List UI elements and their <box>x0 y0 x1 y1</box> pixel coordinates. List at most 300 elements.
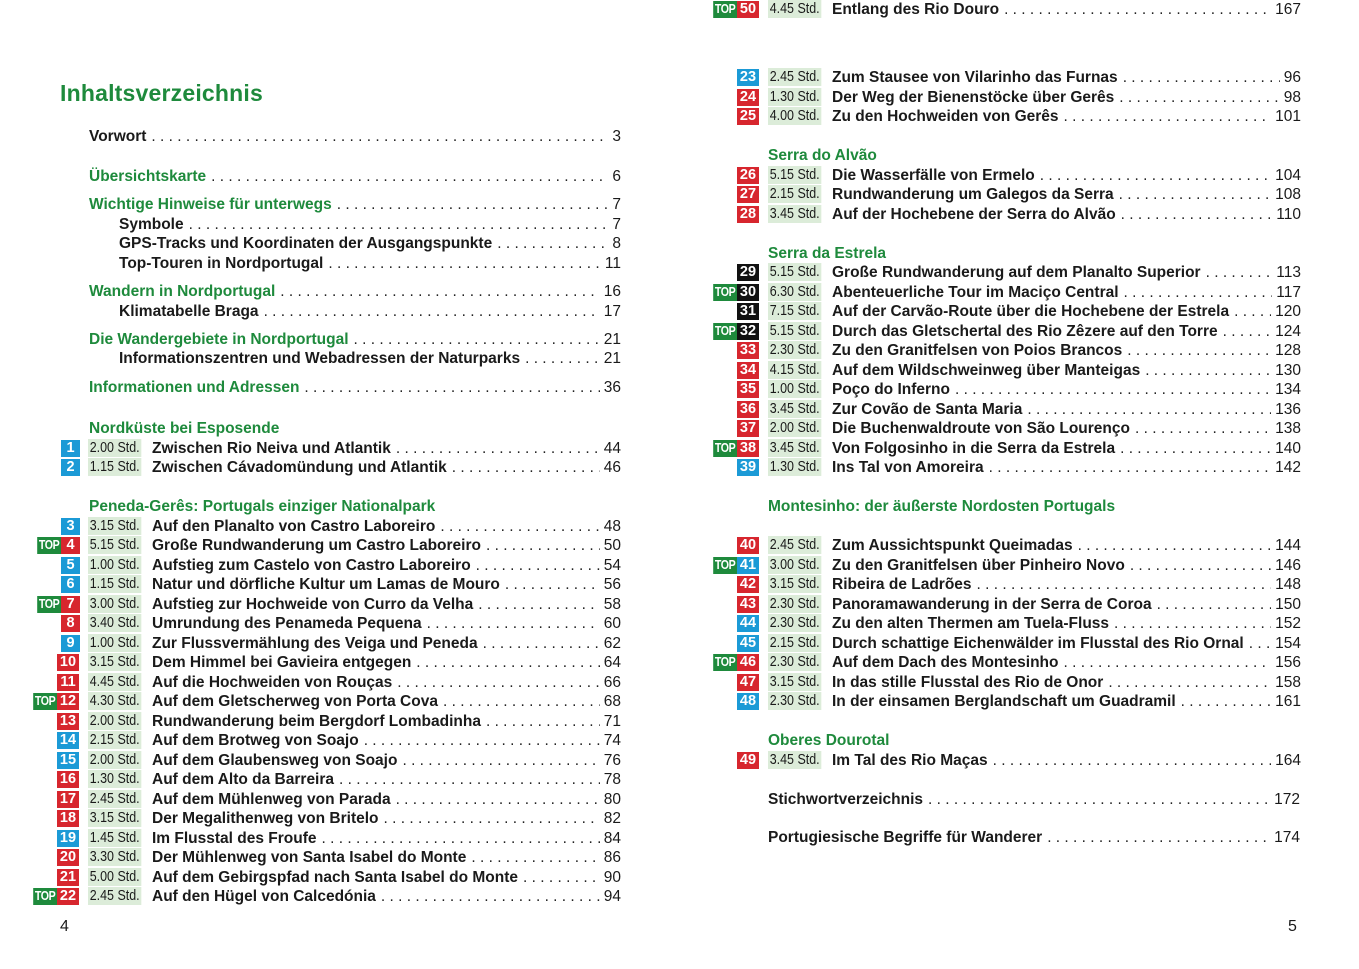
page-number: 64 <box>603 654 621 671</box>
page-number: 140 <box>1275 440 1301 457</box>
tour-title-line <box>832 322 1301 341</box>
tour-title-line <box>832 439 1301 458</box>
tour-number-badge: 20 <box>57 849 79 866</box>
tour-row-35[interactable] <box>0 380 1359 399</box>
tour-title-line <box>832 263 1301 282</box>
page-number: 66 <box>603 674 621 691</box>
page-number: 71 <box>603 713 621 730</box>
tour-title: Panoramawanderung in der Serra de Coroa <box>832 596 1152 613</box>
tour-row-41[interactable] <box>0 556 1359 575</box>
leader-dots <box>1078 536 1272 555</box>
leader-dots <box>1040 166 1271 185</box>
page-number: 8 <box>612 235 621 252</box>
tour-title: Durch schattige Eichenwälder im Flusstal des Rio Ornal <box>832 635 1244 652</box>
toc-entry-label: Wandern in Nordportugal <box>89 283 276 300</box>
tour-title-line <box>832 653 1301 672</box>
page-number: 152 <box>1275 615 1301 632</box>
tour-title: Durch das Gletschertal des Rio Zêzere auf den Torre <box>832 323 1218 340</box>
page-number: 56 <box>603 576 621 593</box>
tour-number-badge: 1 <box>61 440 80 457</box>
page-number: 16 <box>603 283 621 300</box>
tour-row-25[interactable] <box>0 107 1359 126</box>
tour-duration: 1.00 Std. <box>89 557 140 573</box>
tour-number-badge: 11 <box>57 674 79 691</box>
tour-number-badge: 32 <box>737 323 759 340</box>
tour-row-13[interactable] <box>0 712 1359 731</box>
tour-duration: 3.45 Std. <box>769 752 820 768</box>
leader-dots <box>1108 673 1271 692</box>
page-number: 74 <box>603 732 621 749</box>
top-tour-badge: TOP <box>714 441 736 455</box>
tour-number-badge: 41 <box>737 557 759 574</box>
tour-row-36[interactable] <box>0 400 1359 419</box>
tour-duration: 5.15 Std. <box>769 264 820 280</box>
tour-duration: 2.00 Std. <box>769 420 820 436</box>
leader-dots <box>1223 322 1272 341</box>
page-number: 167 <box>1275 1 1301 18</box>
page-number: 150 <box>1275 596 1301 613</box>
toc-entry-label: Die Wandergebiete in Nordportugal <box>89 331 349 348</box>
section-heading-nordkueste: Nordküste bei Esposende <box>89 420 280 437</box>
page-number: 148 <box>1275 576 1301 593</box>
tour-duration: 1.15 Std. <box>89 459 140 475</box>
leader-dots <box>1064 653 1272 672</box>
page-number: 7 <box>612 196 621 213</box>
tour-row-45[interactable] <box>0 634 1359 653</box>
tour-row-49[interactable] <box>0 751 1359 770</box>
tour-number-badge: 39 <box>737 459 759 476</box>
top-tour-badge: TOP <box>34 694 56 708</box>
tour-title-line <box>832 634 1301 653</box>
tour-row-27[interactable] <box>0 185 1359 204</box>
page-number: 156 <box>1275 654 1301 671</box>
top-tour-badge: TOP <box>714 558 736 572</box>
tour-row-39[interactable] <box>0 458 1359 477</box>
tour-title-line <box>832 458 1301 477</box>
tour-title: Zu den Granitfelsen über Pinheiro Novo <box>832 557 1125 574</box>
leader-dots <box>1027 400 1271 419</box>
page-number: 154 <box>1275 635 1301 652</box>
tour-title: Auf dem Brotweg von Soajo <box>152 732 359 749</box>
tour-row-29[interactable] <box>0 263 1359 282</box>
tour-title: Aufstieg zum Castelo von Castro Laboreiro <box>152 557 471 574</box>
tour-duration: 3.45 Std. <box>769 206 820 222</box>
leader-dots <box>384 809 600 828</box>
tour-title: Auf den Hügel von Calcedónia <box>152 888 376 905</box>
page-number: 82 <box>603 810 621 827</box>
tour-row-48[interactable] <box>0 692 1359 711</box>
tour-duration: 1.00 Std. <box>769 381 820 397</box>
tour-number-badge: 27 <box>737 186 759 203</box>
tour-row-21[interactable] <box>0 868 1359 887</box>
page-number: 138 <box>1275 420 1301 437</box>
leader-dots <box>1249 634 1271 653</box>
tour-duration: 3.45 Std. <box>769 401 820 417</box>
tour-title: Aufstieg zur Hochweide von Curro da Velha <box>152 596 474 613</box>
tour-title: Auf dem Dach des Montesinho <box>832 654 1059 671</box>
tour-row-28[interactable] <box>0 205 1359 224</box>
tour-row-24[interactable] <box>0 88 1359 107</box>
page-number: 161 <box>1275 693 1301 710</box>
page-number: 78 <box>603 771 621 788</box>
tour-title: Der Megalithenweg von Britelo <box>152 810 379 827</box>
tour-duration: 2.30 Std. <box>769 693 820 709</box>
tour-row-43[interactable] <box>0 595 1359 614</box>
page-number: 11 <box>604 255 621 272</box>
tour-title: Ribeira de Ladrões <box>832 576 972 593</box>
tour-row-44[interactable] <box>0 614 1359 633</box>
tour-number-badge: 28 <box>737 206 759 223</box>
tour-title: Von Folgosinho in die Serra da Estrela <box>832 440 1116 457</box>
page-number: 86 <box>603 849 621 866</box>
tour-title-line <box>832 536 1301 555</box>
tour-title-line <box>832 380 1301 399</box>
tour-title: Abenteuerliche Tour im Maciço Central <box>832 284 1119 301</box>
top-tour-badge: TOP <box>714 285 736 299</box>
tour-row-40[interactable] <box>0 536 1359 555</box>
tour-title: Die Wasserfälle von Ermelo <box>832 167 1035 184</box>
tour-title-line <box>832 419 1301 438</box>
tour-title-line <box>832 88 1301 107</box>
tour-title: Dem Himmel bei Gavieira entgegen <box>152 654 412 671</box>
tour-row-37[interactable] <box>0 419 1359 438</box>
leader-dots <box>1181 692 1271 711</box>
page-number: 84 <box>603 830 621 847</box>
leader-dots <box>1206 263 1273 282</box>
top-tour-badge: TOP <box>714 655 736 669</box>
leader-dots <box>1004 0 1271 19</box>
tour-title-line <box>832 751 1301 770</box>
tour-row-38[interactable] <box>0 439 1359 458</box>
toc-entry-label: Informationen und Adressen <box>89 379 300 396</box>
tour-row-34[interactable] <box>0 361 1359 380</box>
page-number: 110 <box>1276 206 1301 223</box>
tour-number-badge: 48 <box>737 693 759 710</box>
toc-entry-label: Portugiesische Begriffe für Wanderer <box>768 829 1043 846</box>
tour-title-line <box>832 0 1301 19</box>
tour-row-42[interactable] <box>0 575 1359 594</box>
tour-duration: 3.15 Std. <box>769 576 820 592</box>
tour-number-badge: 8 <box>61 615 80 632</box>
tour-duration: 3.15 Std. <box>89 810 140 826</box>
tour-duration: 2.00 Std. <box>89 440 140 456</box>
page-number: 146 <box>1275 557 1301 574</box>
tour-row-23[interactable] <box>0 68 1359 87</box>
tour-title-line <box>152 517 621 536</box>
tour-title-line <box>152 868 621 887</box>
tour-title: Auf den Planalto von Castro Laboreiro <box>152 518 436 535</box>
tour-row-22[interactable] <box>0 887 1359 906</box>
tour-number-badge: 23 <box>737 69 759 86</box>
leader-dots <box>989 458 1272 477</box>
section-heading-oberes-dourotal: Oberes Dourotal <box>768 732 890 749</box>
toc-entry-label: GPS-Tracks und Koordinaten der Ausgangspunkte <box>119 235 493 252</box>
leader-dots <box>523 868 600 887</box>
tour-number-badge: 38 <box>737 440 759 457</box>
tour-title: Zu den alten Thermen am Tuela-Fluss <box>832 615 1110 632</box>
tour-title: Zu den Granitfelsen von Poios Brancos <box>832 342 1123 359</box>
tour-duration: 3.00 Std. <box>89 596 140 612</box>
toc-entry-label: Klimatabelle Braga <box>119 303 259 320</box>
tour-number-badge: 50 <box>737 1 759 18</box>
tour-title-line <box>152 712 621 731</box>
page-number: 96 <box>1283 69 1301 86</box>
tour-number-badge: 45 <box>737 635 759 652</box>
tour-title-line <box>832 68 1301 87</box>
page-number: 62 <box>603 635 621 652</box>
top-tour-badge: TOP <box>714 324 736 338</box>
tour-duration: 2.30 Std. <box>769 615 820 631</box>
tour-number-badge: 34 <box>737 362 759 379</box>
page-number: 7 <box>612 216 621 233</box>
tour-row-26[interactable] <box>0 166 1359 185</box>
tour-title: Auf dem Gebirgspfad nach Santa Isabel do Monte <box>152 869 519 886</box>
tour-title: Zur Covão de Santa Maria <box>832 401 1023 418</box>
tour-duration: 3.15 Std. <box>89 654 140 670</box>
tour-title: Große Rundwanderung um Castro Laboreiro <box>152 537 481 554</box>
toc-entry-vorwort[interactable] <box>89 127 621 147</box>
tour-number-badge: 14 <box>57 732 79 749</box>
page-number: 58 <box>603 596 621 613</box>
tour-duration: 7.15 Std. <box>769 303 820 319</box>
tour-number-badge: 44 <box>737 615 759 632</box>
tour-title: Auf dem Wildschweinweg über Manteigas <box>832 362 1141 379</box>
tour-title: Große Rundwanderung auf dem Planalto Superior <box>832 264 1201 281</box>
tour-title-line <box>832 361 1301 380</box>
section-heading-serra-da-estrela: Serra da Estrela <box>768 245 887 262</box>
tour-title-line <box>832 205 1301 224</box>
tour-duration: 2.45 Std. <box>769 537 820 553</box>
tour-number-badge: 43 <box>737 596 759 613</box>
leader-dots <box>1135 419 1271 438</box>
tour-title: Der Weg der Bienenstöcke über Gerês <box>832 89 1115 106</box>
page-number: 142 <box>1275 459 1301 476</box>
tour-title: Zum Stausee von Vilarinho das Furnas <box>832 69 1118 86</box>
tour-duration: 5.15 Std. <box>769 167 820 183</box>
page-number: 90 <box>603 869 621 886</box>
tour-number-badge: 7 <box>61 596 80 613</box>
leader-dots <box>1124 283 1273 302</box>
tour-number-badge: 19 <box>57 830 79 847</box>
tour-duration: 2.45 Std. <box>89 791 140 807</box>
tour-row-32[interactable] <box>0 322 1359 341</box>
tour-row-18[interactable] <box>0 809 1359 828</box>
tour-number-badge: 5 <box>61 557 80 574</box>
leader-dots <box>1119 88 1279 107</box>
leader-dots <box>1064 107 1272 126</box>
leader-dots <box>1157 595 1272 614</box>
page-number: 3 <box>612 128 621 145</box>
tour-title-line <box>152 829 621 848</box>
tour-row-20[interactable] <box>0 848 1359 867</box>
tour-title-line <box>832 673 1301 692</box>
tour-number-badge: 12 <box>57 693 79 710</box>
tour-title: Poço do Inferno <box>832 381 950 398</box>
tour-title: Der Mühlenweg von Santa Isabel do Monte <box>152 849 467 866</box>
tour-title-line <box>832 692 1301 711</box>
tour-duration: 1.00 Std. <box>89 635 140 651</box>
tour-number-badge: 33 <box>737 342 759 359</box>
tour-title: Zum Aussichtspunkt Queimadas <box>832 537 1073 554</box>
tour-title-line <box>832 283 1301 302</box>
page-number: 6 <box>612 168 621 185</box>
top-tour-badge: TOP <box>38 538 60 552</box>
tour-duration: 1.30 Std. <box>769 89 820 105</box>
tour-row-46[interactable] <box>0 653 1359 672</box>
tour-duration: 2.15 Std. <box>769 635 820 651</box>
tour-row-3[interactable] <box>0 517 1359 536</box>
tour-row-14[interactable] <box>0 731 1359 750</box>
tour-row-50[interactable] <box>0 0 1359 19</box>
tour-duration: 1.45 Std. <box>89 830 140 846</box>
page-number: 98 <box>1283 89 1301 106</box>
tour-number-badge: 4 <box>61 537 80 554</box>
page-number: 48 <box>603 518 621 535</box>
tour-title: Auf dem Gletscherweg von Porta Cova <box>152 693 438 710</box>
tour-row-47[interactable] <box>0 673 1359 692</box>
leader-dots <box>1145 361 1271 380</box>
tour-number-badge: 15 <box>57 752 79 769</box>
leader-dots <box>471 848 599 867</box>
page-number-right: 5 <box>1288 918 1297 935</box>
tour-title: Auf dem Mühlenweg von Parada <box>152 791 391 808</box>
tour-duration: 3.15 Std. <box>89 518 140 534</box>
section-heading-montesinho: Montesinho: der äußerste Nordosten Portugals <box>768 498 1116 515</box>
tour-number-badge: 49 <box>737 752 759 769</box>
page-number: 94 <box>603 888 621 905</box>
tour-number-badge: 16 <box>57 771 79 788</box>
tour-number-badge: 29 <box>737 264 759 281</box>
toc-entry-label: Vorwort <box>89 128 147 145</box>
tour-title: Auf die Hochweiden von Rouças <box>152 674 393 691</box>
tour-duration: 3.15 Std. <box>769 674 820 690</box>
leader-dots <box>955 380 1271 399</box>
tour-title-line <box>152 790 621 809</box>
top-tour-badge: TOP <box>34 889 56 903</box>
tour-row-33[interactable] <box>0 341 1359 360</box>
toc-entry-gps-tracks[interactable] <box>119 234 621 254</box>
top-tour-badge: TOP <box>38 597 60 611</box>
tour-duration: 3.45 Std. <box>769 440 820 456</box>
section-heading-serra-do-alvao: Serra do Alvão <box>768 147 877 164</box>
page-number: 50 <box>603 537 621 554</box>
section-heading-peneda-geres: Peneda-Gerês: Portugals einziger Nationalpark <box>89 498 436 515</box>
tour-number-badge: 6 <box>61 576 80 593</box>
page-number: 36 <box>603 379 621 396</box>
tour-title-line <box>832 556 1301 575</box>
toc-entry-label: Top-Touren in Nordportugal <box>119 255 324 272</box>
tour-duration: 2.30 Std. <box>769 342 820 358</box>
tour-title-line <box>152 770 621 789</box>
tour-title: Natur und dörfliche Kultur um Lamas de Mouro <box>152 576 500 593</box>
leader-dots <box>1121 205 1273 224</box>
toc-entry-label: Übersichtskarte <box>89 168 207 185</box>
tour-number-badge: 13 <box>57 713 79 730</box>
tour-title: In der einsamen Berglandschaft um Guadramil <box>832 693 1176 710</box>
page-number: 46 <box>603 459 621 476</box>
page-title: Inhaltsverzeichnis <box>60 80 264 106</box>
tour-row-31[interactable] <box>0 302 1359 321</box>
tour-title-line <box>832 166 1301 185</box>
tour-title: Zur Flussvermählung des Veiga und Peneda <box>152 635 478 652</box>
toc-entry-label: Symbole <box>119 216 184 233</box>
leader-dots <box>1234 302 1271 321</box>
tour-duration: 4.15 Std. <box>769 362 820 378</box>
page-number: 124 <box>1275 323 1301 340</box>
toc-entry-label: Stichwortverzeichnis <box>768 791 924 808</box>
tour-title: Zwischen Rio Neiva und Atlantik <box>152 440 391 457</box>
tour-number-badge: 26 <box>737 167 759 184</box>
tour-number-badge: 25 <box>737 108 759 125</box>
page-number: 174 <box>1274 829 1300 846</box>
leader-dots <box>339 770 600 789</box>
page-number: 120 <box>1275 303 1301 320</box>
tour-number-badge: 22 <box>57 888 79 905</box>
tour-number-badge: 3 <box>61 518 80 535</box>
page-number: 104 <box>1275 167 1301 184</box>
tour-duration: 3.00 Std. <box>769 557 820 573</box>
tour-title: Auf der Hochebene der Serra do Alvão <box>832 206 1116 223</box>
leader-dots <box>977 575 1272 594</box>
tour-number-badge: 40 <box>737 537 759 554</box>
tour-duration: 2.00 Std. <box>89 713 140 729</box>
tour-duration: 4.00 Std. <box>769 108 820 124</box>
tour-title-line <box>832 400 1301 419</box>
tour-number-badge: 17 <box>57 791 79 808</box>
tour-duration: 3.40 Std. <box>89 615 140 631</box>
tour-row-19[interactable] <box>0 829 1359 848</box>
tour-title: Zu den Hochweiden von Gerês <box>832 108 1059 125</box>
leader-dots <box>396 790 600 809</box>
tour-number-badge: 21 <box>57 869 79 886</box>
page-number: 54 <box>603 557 621 574</box>
tour-duration: 2.15 Std. <box>89 732 140 748</box>
tour-row-16[interactable] <box>0 770 1359 789</box>
tour-title: Auf dem Alto da Barreira <box>152 771 335 788</box>
tour-title: Umrundung des Penameda Pequena <box>152 615 422 632</box>
tour-title-line <box>832 107 1301 126</box>
tour-title: Auf der Carvão-Route über die Hochebene der Estrela <box>832 303 1230 320</box>
leader-dots <box>440 517 599 536</box>
tour-duration: 4.30 Std. <box>89 693 140 709</box>
leader-dots <box>486 712 600 731</box>
tour-title-line <box>152 731 621 750</box>
page-number: 80 <box>603 791 621 808</box>
tour-title-line <box>152 809 621 828</box>
tour-duration: 2.15 Std. <box>769 186 820 202</box>
tour-number-badge: 30 <box>737 284 759 301</box>
tour-row-30[interactable] <box>0 283 1359 302</box>
leader-dots <box>1123 68 1280 87</box>
tour-number-badge: 18 <box>57 810 79 827</box>
tour-number-badge: 42 <box>737 576 759 593</box>
page-number: 21 <box>603 331 621 348</box>
tour-title: Auf dem Glaubensweg von Soajo <box>152 752 398 769</box>
tour-number-badge: 9 <box>61 635 80 652</box>
tour-number-badge: 31 <box>737 303 759 320</box>
tour-duration: 5.15 Std. <box>769 323 820 339</box>
tour-number-badge: 37 <box>737 420 759 437</box>
page-number: 172 <box>1274 791 1300 808</box>
tour-number-badge: 46 <box>737 654 759 671</box>
page-number: 144 <box>1275 537 1301 554</box>
page-number: 158 <box>1275 674 1301 691</box>
tour-row-17[interactable] <box>0 790 1359 809</box>
leader-dots <box>993 751 1271 770</box>
tour-title: Zwischen Cávadomündung und Atlantik <box>152 459 447 476</box>
tour-duration: 2.30 Std. <box>769 596 820 612</box>
tour-title: In das stille Flusstal des Rio de Onor <box>832 674 1104 691</box>
